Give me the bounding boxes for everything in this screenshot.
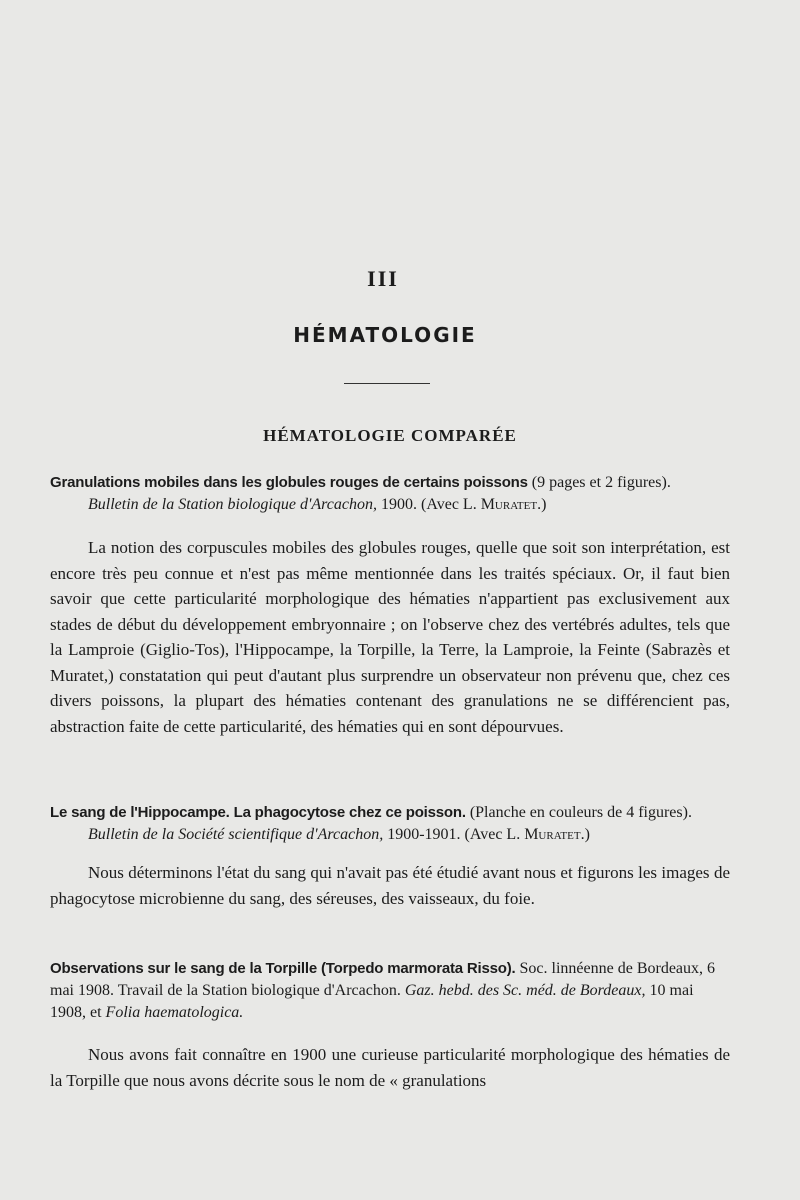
title-divider bbox=[344, 383, 430, 384]
entry-3-source: Gaz. hebd. des Sc. méd. de Bordeaux, bbox=[404, 982, 646, 999]
entry-3-year: 10 mai 1908, et bbox=[50, 982, 694, 1021]
entry-3-body: Nous avons fait connaître en 1900 une curieuse particularité morphologique des hématies de la Torpille que nous avons décrite sous le nom de « granulations bbox=[50, 1045, 730, 1090]
entry-2-close: .) bbox=[580, 826, 590, 843]
entry-3-title: Observations sur le sang de la Torpille (Torpedo marmorata Risso). bbox=[50, 960, 516, 977]
entry-1-reference bbox=[50, 472, 730, 516]
entry-2-body: Nous déterminons l'état du sang qui n'avait pas été étudié avant nous et figurons les images de phagocytose microbienne du sang, des séreuses, des vaisseaux, du foie. bbox=[50, 863, 730, 908]
entry-2-title: Le sang de l'Hippocampe. La phagocytose chez ce poisson. bbox=[50, 804, 466, 821]
entry-1-details: (9 pages et 2 figures). bbox=[527, 474, 671, 491]
entry-3-details: Soc. linnéenne de Bordeaux, 6 mai 1908. Travail de la Station biologique d'Arcachon. bbox=[50, 960, 716, 999]
entry-3-source-2: Folia haematologica. bbox=[105, 1004, 244, 1021]
entry-2-source: Bulletin de la Société scientifique d'Arcachon, bbox=[88, 826, 384, 843]
part-number: III bbox=[367, 266, 399, 291]
entry-1-source: Bulletin de la Station biologique d'Arcachon, bbox=[88, 496, 378, 513]
part-title: HÉMATOLOGIE bbox=[293, 323, 477, 347]
entry-1-body: La notion des corpuscules mobiles des globules rouges, quelle que soit son interprétation, est encore très peu connue et n'est pas même mentionnée dans les traités spéciaux. Or, il faut bien savoir que cette particularité morphologique des hématies n'appartient pas exclusivement aux stades de début du développement embryonnaire ; on l'observe chez des vertébrés adultes, tels que la Lamproie (Giglio-Tos), l'Hippocampe, la Torpille, la Terre, la Lamproie, la Feinte (Sabrazès et Muratet,) constatation qui peut d'autant plus surprendre un observateur non prévenu que, chez ces divers poissons, la plupart des hématies contenant des granulations ne se différencient pas, abstraction faite de cette particularité, des hématies qui en sont dépourvues. bbox=[50, 538, 730, 736]
entry-1-title: Granulations mobiles dans les globules rouges de certains poissons bbox=[50, 474, 528, 491]
entry-1-year: 1900. (Avec L. bbox=[377, 496, 481, 513]
entry-1-coauthor: Muratet bbox=[480, 496, 538, 513]
entry-3-reference bbox=[50, 958, 730, 1024]
entry-2-year: 1900-1901. (Avec L. bbox=[383, 826, 525, 843]
entry-1-close: .) bbox=[537, 496, 547, 513]
section-title: HÉMATOLOGIE COMPARÉE bbox=[263, 426, 517, 445]
entry-2-coauthor: Muratet bbox=[524, 826, 581, 843]
entry-2-reference bbox=[50, 802, 730, 846]
entry-2-details: (Planche en couleurs de 4 figures). bbox=[465, 804, 692, 821]
